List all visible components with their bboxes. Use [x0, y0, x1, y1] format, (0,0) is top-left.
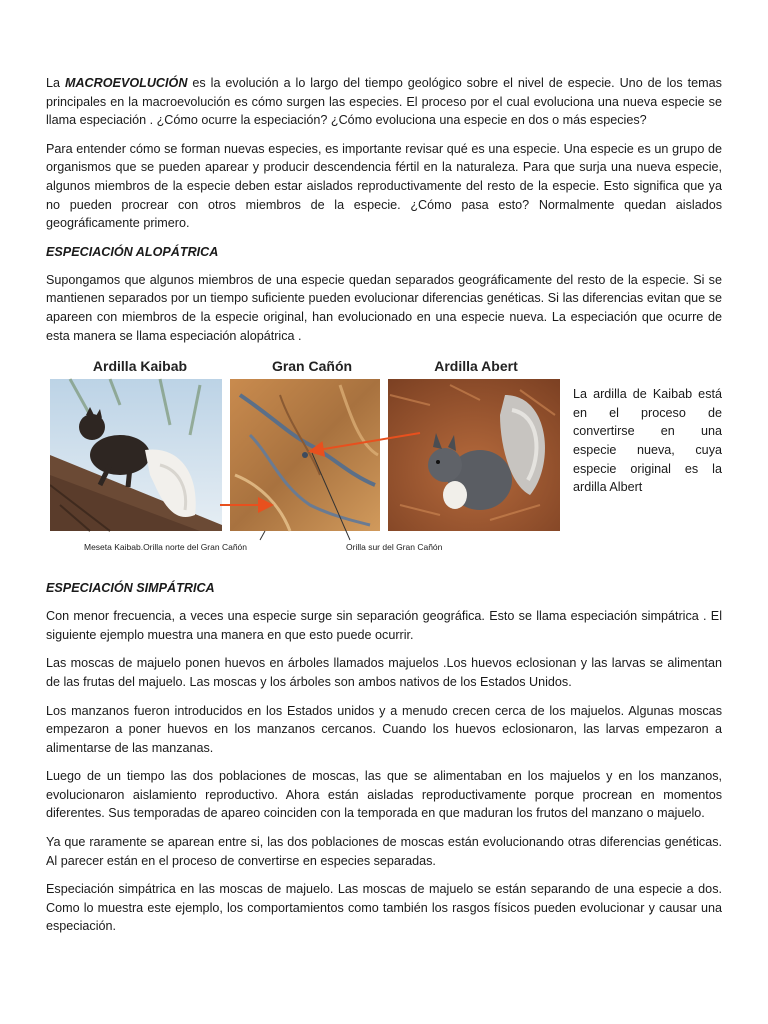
- allopatric-paragraph-1: Supongamos que algunos miembros de una especie quedan separados geográficamente del resto de la especie. Si se mantienen separados por un tiempo suficiente pueden evolucionar diferencias genéticas. Si las diferencias evitan que se apareen con miembros de la especie original, han evolucionado en una especie nueva. La especiación que ocurre de esta manera se llama especiación alopátrica .: [46, 272, 722, 343]
- label-south-rim: Orilla sur del Gran Cañón: [346, 542, 443, 553]
- intro-paragraph-1: [46, 74, 722, 130]
- squirrel-canyon-figure: [50, 355, 564, 560]
- north-rim-pointer: [260, 531, 265, 540]
- figure-caption: La ardilla de Kaibab está en el proceso de convertirse en una especie nueva, cuya especie original es la ardilla Albert: [573, 387, 722, 495]
- intro-prefix: La: [46, 76, 65, 90]
- title-gran-canon: Gran Cañón: [271, 358, 353, 375]
- sympatric-paragraph-5: Ya que raramente se aparean entre si, las dos poblaciones de moscas están evolucionando otras diferencias genéticas. Al parecer están en el proceso de convertirse en especies separadas.: [46, 835, 722, 868]
- macroevolution-term: MACROEVOLUCIÓN: [64, 76, 188, 90]
- sympatric-paragraph-4: Luego de un tiempo las dos poblaciones de moscas, las que se alimentaban en los majuelos y en los manzanos, evolucionaron aislamiento reproductivo. Ahora están aisladas reproductivamente porque procrean en momentos diferentes. Sus temporadas de apareo coinciden con la temporada en que maduran los frutos del manzano o majuelo.: [46, 769, 722, 821]
- intro-rest: es la evolución a lo largo del tiempo geológico sobre el nivel de especie. Uno de los temas principales en la macroevolución es cómo surgen las especies. El proceso por el cual evoluciona una nueva especie se llama especiación . ¿Cómo ocurre la especiación? ¿Cómo evoluciona una especie en dos o más especies?: [46, 76, 722, 128]
- abert-squirrel-photo: [388, 379, 560, 531]
- sympatric-heading: ESPECIACIÓN SIMPÁTRICA: [46, 581, 215, 596]
- document-page: [46, 74, 722, 946]
- intro-paragraph-2: Para entender cómo se forman nuevas especies, es importante revisar qué es una especie. Una especie es un grupo de organismos que se pueden aparear y producir descendencia fértil en la naturaleza. Para que surja una nueva especie, algunos miembros de la especie deben estar aislados reproductivamente del resto de la especie. Esto significa que ya no pueden procrear con otros miembros de la especie. ¿Cómo pasa esto? Normalmente quedan aislados geográficamente primero.: [46, 141, 722, 231]
- allopatric-heading: ESPECIACIÓN ALOPÁTRICA: [46, 244, 219, 259]
- sympatric-paragraph-3: Los manzanos fueron introducidos en los Estados unidos y a menudo crecen cerca de los majuelos. Algunas moscas empezaron a poner huevos en los manzanos cercanos. Cuando los huevos eclosionaron, las larvas empezaron a alimentarse de las manzanas.: [46, 703, 722, 755]
- title-kaibab: Ardilla Kaibab: [92, 358, 188, 375]
- sympatric-paragraph-6: Especiación simpátrica en las moscas de majuelo. Las moscas de majuelo se están separando de una especie a dos. Como lo muestra este ejemplo, los comportamientos como también los rasgos físicos pueden evolucionar y causar una especiación.: [46, 882, 722, 934]
- gran-canon-map: [230, 379, 380, 531]
- label-north-rim: Meseta Kaibab.Orilla norte del Gran Cañón: [84, 542, 248, 553]
- title-abert: Ardilla Abert: [434, 358, 518, 375]
- figure-row: [46, 355, 722, 565]
- sympatric-paragraph-2: Las moscas de majuelo ponen huevos en árboles llamados majuelos .Los huevos eclosionan y las larvas se alimentan de las frutas del majuelo. Las moscas y los árboles son ambos nativos de los Estados Unidos.: [46, 656, 722, 689]
- sympatric-paragraph-1: Con menor frecuencia, a veces una especie surge sin separación geográfica. Esto se llama especiación simpátrica . El siguiente ejemplo muestra una manera en que esto puede ocurrir.: [46, 609, 722, 642]
- kaibab-squirrel-photo: [50, 379, 222, 531]
